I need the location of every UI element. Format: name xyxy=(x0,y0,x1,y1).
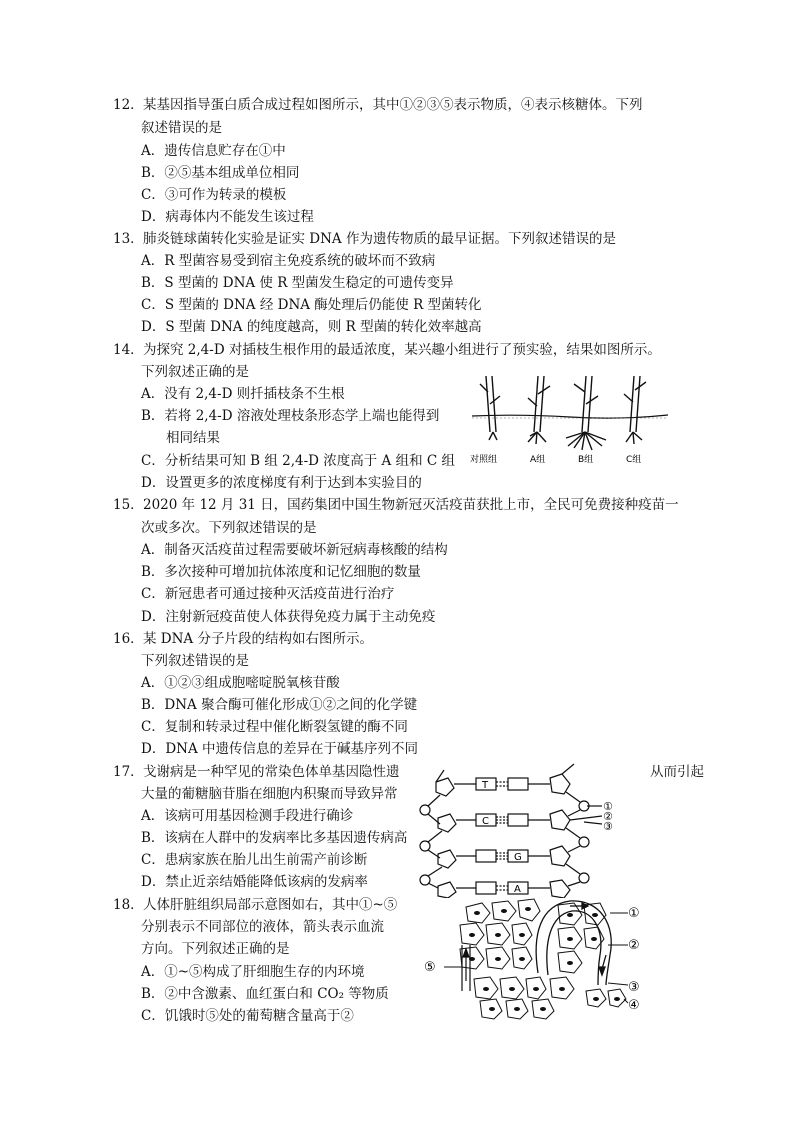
question-number: 13． xyxy=(113,231,144,247)
option-b: B．S 型菌的 DNA 使 R 型菌发生稳定的可遗传变异 xyxy=(141,275,454,291)
option-c: C．患病家族在胎儿出生前需产前诊断 xyxy=(141,852,368,868)
cutting-roots-figure xyxy=(470,370,670,466)
option-d: D．DNA 中遗传信息的差异在于碱基序列不同 xyxy=(141,741,418,757)
question-stem: 戈谢病是一种罕见的常染色体单基因隐性遗 xyxy=(143,764,400,780)
option-b: B．DNA 聚合酶可催化形成①②之间的化学键 xyxy=(141,697,418,713)
option-d: D．病毒体内不能发生该过程 xyxy=(141,209,314,225)
option-b-cont: 相同结果 xyxy=(166,430,220,446)
question-stem-cont: 方向。下列叙述正确的是 xyxy=(141,941,290,957)
option-d: D．禁止近亲结婚能降低该病的发病率 xyxy=(141,874,368,890)
question-stem: 肺炎链球菌转化实验是证实 DNA 作为遗传物质的最早证据。下列叙述错误的是 xyxy=(143,231,616,247)
option-b: B．若将 2,4-D 溶液处理枝条形态学上端也能得到 xyxy=(141,408,440,424)
question-stem: 为探究 2,4-D 对插枝生根作用的最适浓度，某兴趣小组进行了预实验，结果如图所示。 xyxy=(143,342,661,358)
marker-3: ③ xyxy=(628,980,640,995)
label-b: B组 xyxy=(578,455,594,465)
option-b: B．多次接种可增加抗体浓度和记忆细胞的数量 xyxy=(141,564,421,580)
option-a: A．R 型菌容易受到宿主免疫系统的破坏而不致病 xyxy=(141,253,436,269)
option-a: A．①~⑤构成了肝细胞生存的内环境 xyxy=(141,964,365,980)
marker-4: ④ xyxy=(628,998,640,1013)
option-b: B．②⑤基本组成单位相同 xyxy=(141,165,300,181)
question-number: 14． xyxy=(113,342,144,358)
label-a: A组 xyxy=(530,455,546,465)
question-number: 15． xyxy=(113,497,144,513)
option-c: C．复制和转录过程中催化断裂氢键的酶不同 xyxy=(141,719,408,735)
label-control: 对照组 xyxy=(470,455,498,465)
marker-3: ③ xyxy=(603,820,613,833)
option-a: A．制备灭活疫苗过程需要破坏新冠病毒核酸的结构 xyxy=(141,542,448,558)
group-b-cutting xyxy=(566,376,606,450)
option-d: D．注射新冠疫苗使人体获得免疫力属于主动免疫 xyxy=(141,609,436,625)
base-a: A xyxy=(514,884,521,895)
option-a: A．①②③组成胞嘧啶脱氧核苷酸 xyxy=(141,675,340,691)
option-a: A．遗传信息贮存在①中 xyxy=(141,143,286,159)
base-c: C xyxy=(482,816,489,827)
dna-structure-figure xyxy=(414,762,636,898)
question-stem-cont: 叙述错误的是 xyxy=(141,120,222,136)
question-number: 17． xyxy=(113,764,144,780)
group-c-cutting xyxy=(624,376,646,444)
base-g: G xyxy=(514,852,522,863)
question-stem-cont: 下列叙述错误的是 xyxy=(141,653,249,669)
question-stem-cont: 次或多次。下列叙述错误的是 xyxy=(141,520,317,536)
marker-2: ② xyxy=(628,938,640,953)
question-stem: 某 DNA 分子片段的结构如右图所示。 xyxy=(143,631,373,647)
question-number: 12． xyxy=(113,97,144,113)
question-stem: 某基因指导蛋白质合成过程如图所示，其中①②③⑤表示物质，④表示核糖体。下列 xyxy=(143,97,643,113)
liver-tissue-figure xyxy=(420,895,660,1023)
option-c: C．分析结果可知 B 组 2,4-D 浓度高于 A 组和 C 组 xyxy=(141,453,456,469)
option-a: A．没有 2,4-D 则扦插枝条不生根 xyxy=(141,386,345,402)
label-c: C组 xyxy=(626,455,642,465)
question-stem: 2020 年 12 月 31 日，国药集团中国生物新冠灭活疫苗获批上市，全民可免费接种疫苗一 xyxy=(143,497,679,513)
option-d: D．设置更多的浓度梯度有利于达到本实验目的 xyxy=(141,475,422,491)
option-b: B．②中含激素、血红蛋白和 CO₂ 等物质 xyxy=(141,986,389,1002)
base-t: T xyxy=(482,780,489,791)
option-c: C．S 型菌的 DNA 经 DNA 酶处理后仍能使 R 型菌转化 xyxy=(141,297,482,313)
marker-1: ① xyxy=(628,906,640,921)
option-b: B．该病在人群中的发病率比多基因遗传病高 xyxy=(141,830,408,846)
option-c: C．饥饿时⑤处的葡萄糖含量高于② xyxy=(141,1008,354,1024)
marker-1: ① xyxy=(603,800,613,813)
option-a: A．该病可用基因检测手段进行确诊 xyxy=(141,808,354,824)
control-cutting xyxy=(480,376,500,440)
question-stem-cont: 大量的葡糖脑苷脂在细胞内积聚而导致异常 xyxy=(141,786,398,802)
question-stem-tail: 从而引起 xyxy=(650,764,704,780)
question-stem-cont: 下列叙述正确的是 xyxy=(141,364,249,380)
option-d: D．S 型菌 DNA 的纯度越高，则 R 型菌的转化效率越高 xyxy=(141,319,482,335)
question-stem-cont: 分别表示不同部位的液体，箭头表示血流 xyxy=(141,919,384,935)
question-stem: 人体肝脏组织局部示意图如右，其中①~⑤ xyxy=(143,897,398,913)
option-c: C．③可作为转录的模板 xyxy=(141,187,287,203)
option-c: C．新冠患者可通过接种灭活疫苗进行治疗 xyxy=(141,586,395,602)
question-number: 16． xyxy=(113,631,144,647)
group-a-cutting xyxy=(528,376,550,444)
marker-2: ② xyxy=(603,810,613,823)
marker-5: ⑤ xyxy=(424,960,436,975)
question-number: 18． xyxy=(113,897,144,913)
